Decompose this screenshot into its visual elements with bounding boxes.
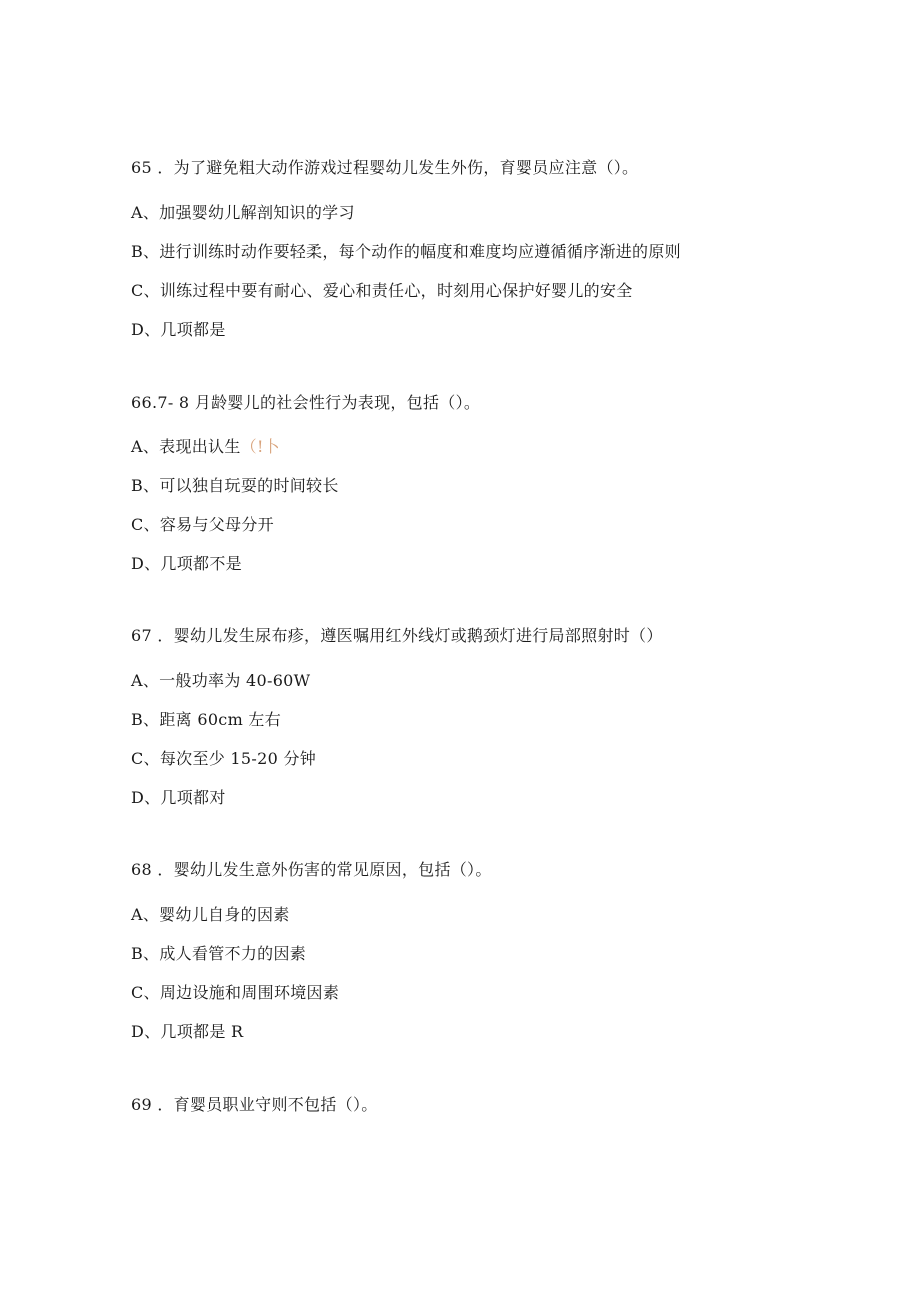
question-66-option-a-mark: （!卜 [240, 437, 280, 456]
question-68-option-d: D、几项都是 R [131, 1022, 244, 1041]
question-68-stem: 68 ．婴幼儿发生意外伤害的常见原因，包括（）。 [131, 860, 492, 879]
question-66-option-a-text: A、表现出认生 [131, 437, 241, 456]
question-66-option-c: C、容易与父母分开 [131, 515, 274, 534]
question-67-stem: 67 ．婴幼儿发生尿布疹，遵医嘱用红外线灯或鹅颈灯进行局部照射时（） [131, 626, 663, 645]
question-66-option-b: B、可以独自玩耍的时间较长 [131, 476, 339, 495]
question-65-option-a: A、加强婴幼儿解剖知识的学习 [131, 203, 355, 222]
question-66-stem: 66.7- 8 月龄婴儿的社会性行为表现，包括（）。 [131, 393, 481, 412]
question-67-option-d: D、几项都对 [131, 788, 226, 807]
question-65-option-c: C、训练过程中要有耐心、爱心和责任心，时刻用心保护好婴儿的安全 [131, 281, 633, 300]
question-66-option-a [131, 437, 280, 457]
question-67-option-c: C、每次至少 15-20 分钟 [131, 749, 317, 768]
question-65-option-d: D、几项都是 [131, 320, 226, 339]
question-69-stem: 69 ．育婴员职业守则不包括（）。 [131, 1095, 378, 1114]
question-68-option-c: C、周边设施和周围环境因素 [131, 983, 340, 1002]
question-65-option-b: B、进行训练时动作要轻柔，每个动作的幅度和难度均应遵循循序渐进的原则 [131, 242, 681, 261]
question-68-option-b: B、成人看管不力的因素 [131, 944, 307, 963]
question-68-option-a: A、婴幼儿自身的因素 [131, 905, 290, 924]
question-67-option-b: B、距离 60cm 左右 [131, 710, 282, 729]
question-65-stem: 65 ．为了避免粗大动作游戏过程婴幼儿发生外伤，育婴员应注意（）。 [131, 158, 639, 177]
question-67-option-a: A、一般功率为 40-60W [131, 671, 311, 690]
question-66-option-d: D、几项都不是 [131, 554, 242, 573]
